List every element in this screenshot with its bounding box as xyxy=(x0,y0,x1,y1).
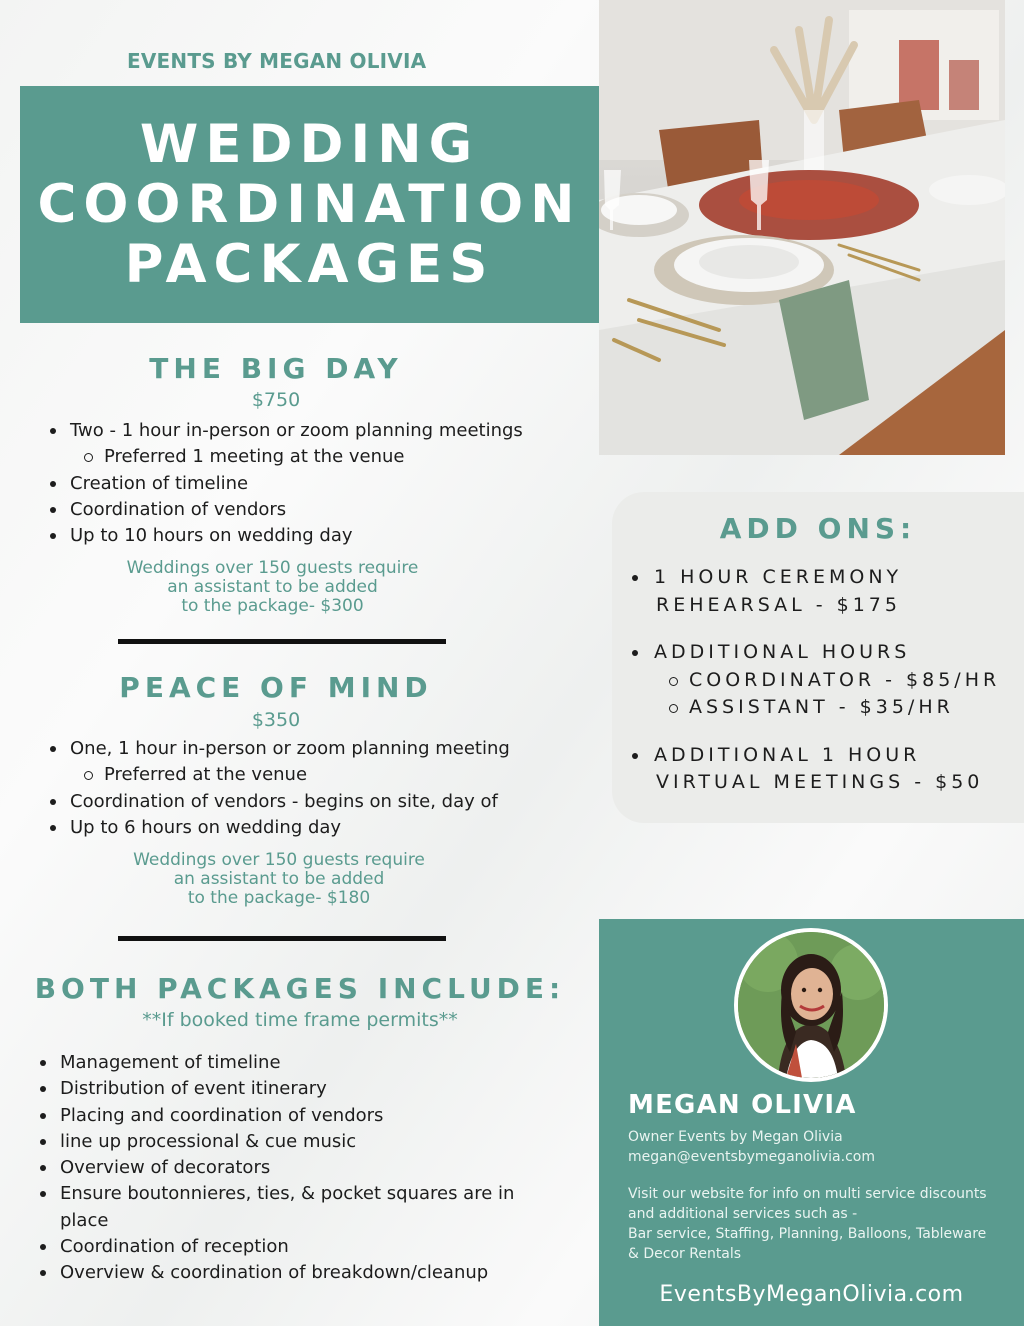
addon-subitem: COORDINATOR - $85/HR xyxy=(629,667,1000,695)
profile-info-line: Visit our website for info on multi service discounts xyxy=(628,1186,987,1202)
list-item: One, 1 hour in-person or zoom planning meeting xyxy=(48,736,510,762)
big-day-list xyxy=(48,418,523,549)
note-line: Weddings over 150 guests require xyxy=(133,850,425,870)
list-item: Coordination of reception xyxy=(38,1234,514,1260)
list-item: Preferred at the venue xyxy=(48,762,510,788)
list-item: Coordination of vendors - begins on site, day of xyxy=(48,789,510,815)
list-item: Up to 6 hours on wedding day xyxy=(48,815,510,841)
note-line: an assistant to be added xyxy=(173,869,385,889)
list-item: Creation of timeline xyxy=(48,471,523,497)
list-item-continued: place xyxy=(60,1209,109,1231)
note-line: Weddings over 150 guests require xyxy=(126,558,419,578)
add-ons-heading: ADD ONS: xyxy=(719,512,917,545)
addon-item: ADDITIONAL HOURS xyxy=(629,639,1000,667)
divider xyxy=(118,639,446,644)
peace-of-mind-note xyxy=(20,851,538,908)
addon-item: 1 HOUR CEREMONY xyxy=(629,564,1000,592)
profile-info-line: & Decor Rentals xyxy=(628,1246,742,1262)
both-packages-subheading: **If booked time frame permits** xyxy=(142,1009,458,1031)
peace-of-mind-price: $350 xyxy=(251,709,301,731)
note-line: an assistant to be added xyxy=(167,577,378,597)
profile-role: Owner Events by Megan Olivia xyxy=(628,1129,843,1145)
list-item: Placing and coordination of vendors xyxy=(38,1103,514,1129)
add-ons-panel xyxy=(612,492,1024,823)
list-item: line up processional & cue music xyxy=(38,1129,514,1155)
peace-of-mind-heading: PEACE OF MIND xyxy=(119,671,433,704)
table-setting-photo xyxy=(599,0,1005,455)
title-line-3: PACKAGES xyxy=(124,233,495,295)
big-day-price: $750 xyxy=(251,389,301,411)
list-item: Up to 10 hours on wedding day xyxy=(48,523,523,549)
list-item: Ensure boutonnieres, ties, & pocket squares are in xyxy=(38,1181,514,1207)
website-link[interactable]: EventsByMeganOlivia.com xyxy=(659,1282,964,1307)
divider xyxy=(118,936,446,941)
note-line: to the package- $300 xyxy=(181,596,364,616)
addon-subitem: ASSISTANT - $35/HR xyxy=(629,694,1000,722)
list-item: Preferred 1 meeting at the venue xyxy=(48,444,523,470)
addon-item-continued: REHEARSAL - $175 xyxy=(656,593,901,616)
note-line: to the package- $180 xyxy=(187,888,371,908)
both-packages-heading: BOTH PACKAGES INCLUDE: xyxy=(34,972,566,1005)
profile-email[interactable]: megan@eventsbymeganolivia.com xyxy=(628,1149,875,1165)
list-item: Two - 1 hour in-person or zoom planning meetings xyxy=(48,418,523,444)
title-banner xyxy=(20,86,599,323)
big-day-note xyxy=(20,559,525,616)
big-day-heading: THE BIG DAY xyxy=(149,352,403,385)
profile-info-line: and additional services such as - xyxy=(628,1206,858,1222)
brand-name: EVENTS BY MEGAN OLIVIA xyxy=(127,49,427,73)
profile-name: MEGAN OLIVIA xyxy=(628,1090,857,1120)
title-line-1: WEDDING xyxy=(139,113,480,175)
profile-info-line: Bar service, Staffing, Planning, Balloons, Tableware xyxy=(628,1226,987,1242)
add-ons-list xyxy=(629,564,1000,797)
avatar xyxy=(734,928,888,1082)
list-item: Management of timeline xyxy=(38,1050,514,1076)
list-item: Overview of decorators xyxy=(38,1155,514,1181)
addon-item-continued: VIRTUAL MEETINGS - $50 xyxy=(656,771,984,793)
addon-item: ADDITIONAL 1 HOUR xyxy=(629,742,1000,770)
both-packages-list xyxy=(38,1050,514,1287)
title-line-2: COORDINATION xyxy=(37,173,582,235)
peace-of-mind-list xyxy=(48,736,510,841)
list-item: Coordination of vendors xyxy=(48,497,523,523)
list-item: Distribution of event itinerary xyxy=(38,1076,514,1102)
list-item: Overview & coordination of breakdown/cleanup xyxy=(38,1260,514,1286)
